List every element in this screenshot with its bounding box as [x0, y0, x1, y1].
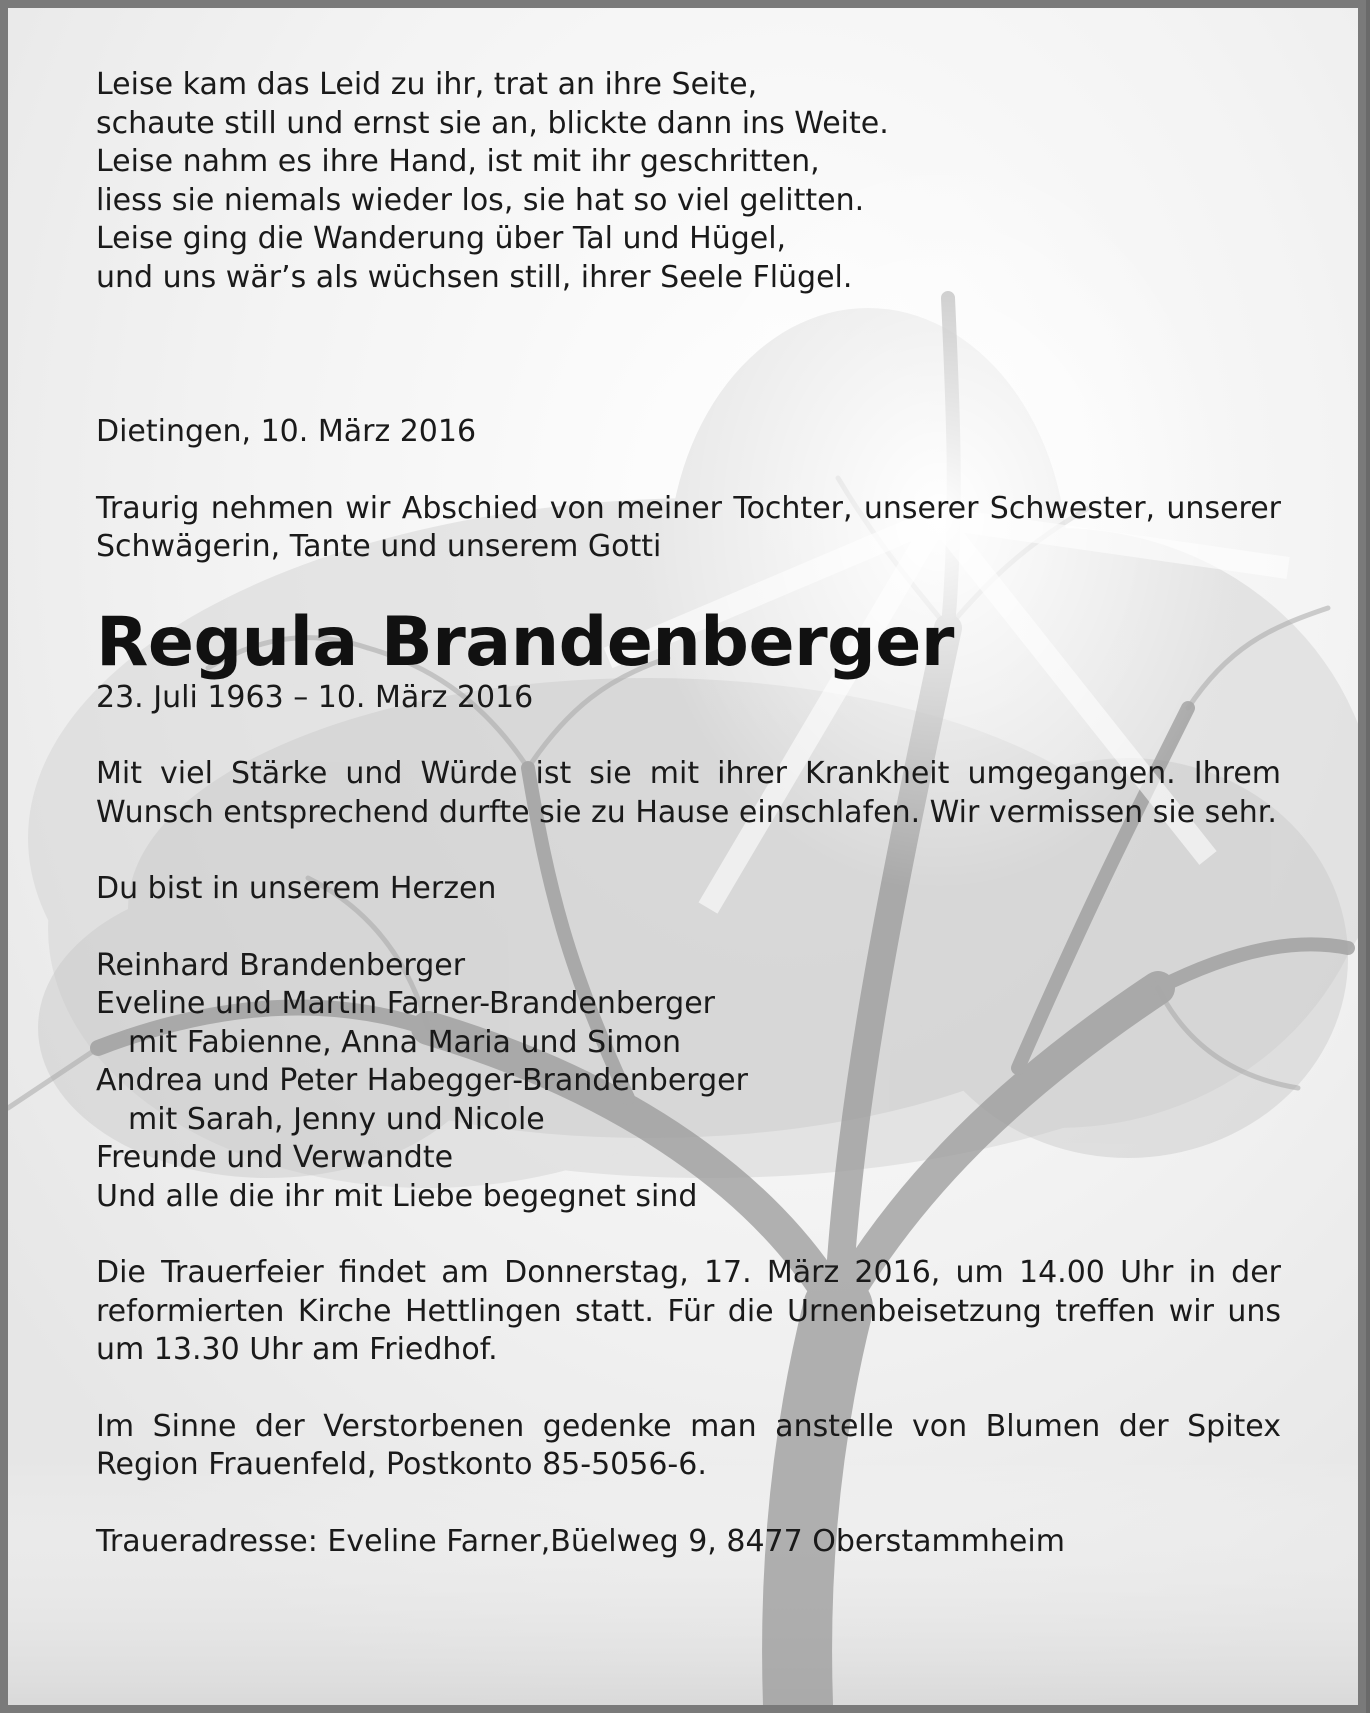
intro-text: Traurig nehmen wir Abschied von meiner Tochter, unserer Schwester, unserer Schwägerin, Tante und unserem Gotti [96, 490, 1281, 564]
place-date: Dietingen, 10. März 2016 [96, 414, 477, 449]
poem-line: Leise ging die Wanderung über Tal und Hügel, [96, 221, 787, 256]
heart-line: Du bist in unserem Herzen [96, 871, 497, 906]
mourners-list [96, 947, 1281, 1217]
mourner-line: Und alle die ihr mit Liebe begegnet sind [96, 1178, 698, 1214]
obituary-text [96, 66, 1281, 1561]
service-info: Die Trauerfeier findet am Donnerstag, 17. März 2016, um 14.00 Uhr in der reformierten Kirche Hettlingen statt. Für die Urnenbeisetzung treffen wir uns um 13.30 Uhr am Friedhof. [96, 1255, 1281, 1367]
poem-line: liess sie niemals wieder los, sie hat so viel gelitten. [96, 182, 865, 218]
poem-line: schaute still und ernst sie an, blickte dann ins Weite. [96, 105, 889, 141]
mourner-line: Eveline und Martin Farner-Brandenberger [96, 986, 715, 1021]
mourner-line: mit Fabienne, Anna Maria und Simon [128, 1024, 682, 1060]
poem-line: Leise nahm es ihre Hand, ist mit ihr geschritten, [96, 144, 820, 179]
mourning-address: Traueradresse: Eveline Farner,Büelweg 9, 8477 Oberstammheim [96, 1523, 1065, 1559]
message-text: Mit viel Stärke und Würde ist sie mit ihrer Krankheit umgegangen. Ihrem Wunsch entsprechend durfte sie zu Hause einschlafen. Wir vermissen sie sehr. [96, 756, 1281, 830]
frame-edge [1366, 0, 1370, 1713]
donation-info: Im Sinne der Verstorbenen gedenke man anstelle von Blumen der Spitex Region Frauenfeld, Postkonto 85-5056-6. [96, 1408, 1281, 1482]
obituary-page [8, 8, 1358, 1705]
mourner-line: mit Sarah, Jenny und Nicole [128, 1101, 545, 1137]
mourner-line: Reinhard Brandenberger [96, 947, 466, 983]
poem-line: Leise kam das Leid zu ihr, trat an ihre Seite, [96, 67, 758, 102]
life-dates: 23. Juli 1963 – 10. März 2016 [96, 679, 534, 715]
mourner-line: Andrea und Peter Habegger-Brandenberger [96, 1063, 748, 1098]
poem-line: und uns wär’s als wüchsen still, ihrer Seele Flügel. [96, 259, 853, 295]
poem [96, 66, 1281, 297]
mourner-line: Freunde und Verwandte [96, 1140, 454, 1175]
deceased-name: Regula Brandenberger [96, 602, 954, 682]
